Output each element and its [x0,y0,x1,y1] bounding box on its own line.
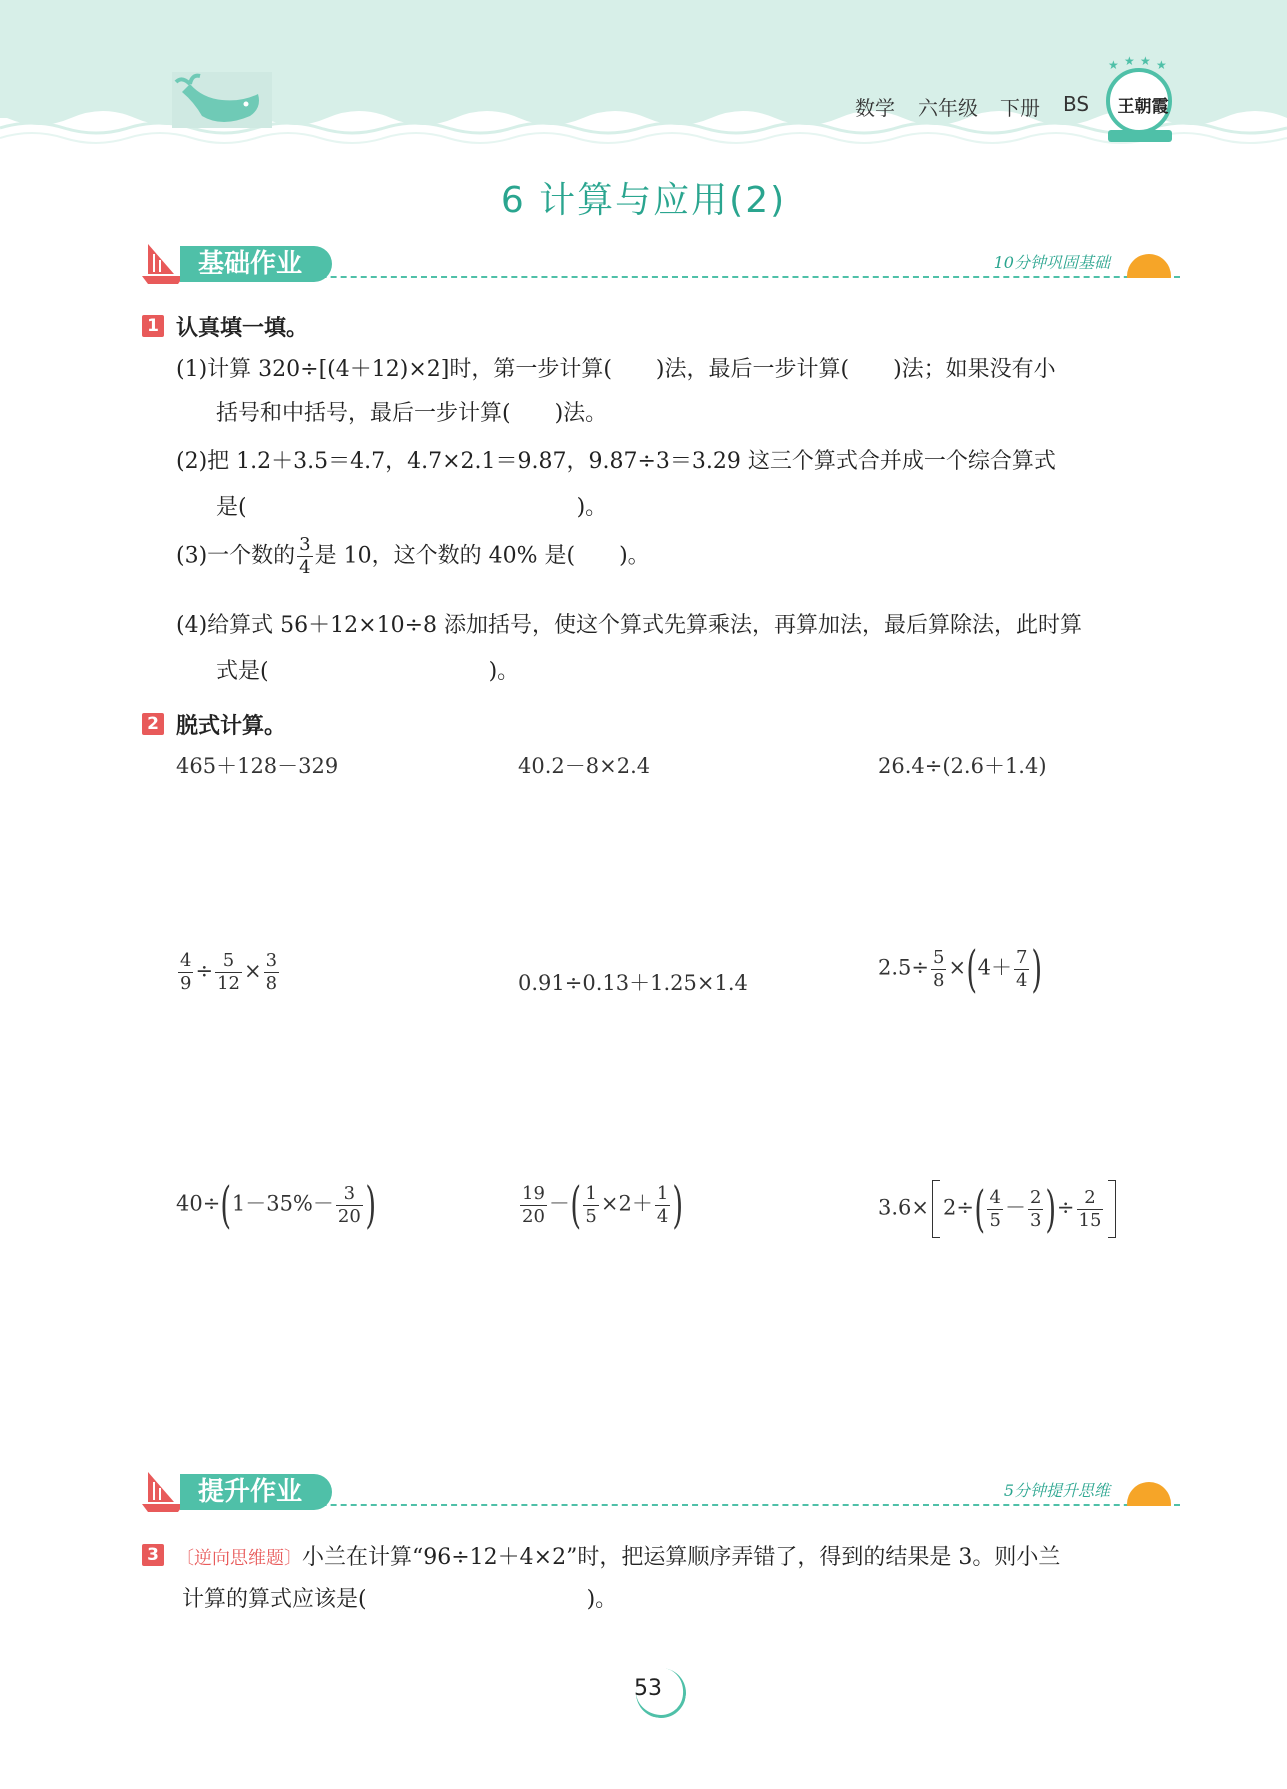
fraction [987,1187,1002,1232]
numerator: 1 [585,1182,597,1204]
numerator: 3 [265,950,278,971]
expression-text: ×2＋ [600,1191,653,1216]
q1-part4-line2: 式是( )。 [216,659,520,684]
expression-text: 40÷ [176,1191,221,1216]
expression-text: 1－35%－ [231,1191,334,1216]
section-banner-advanced [140,1468,1180,1518]
expression-5: 0.91÷0.13＋1.25×1.4 [518,971,748,995]
section-banner-basic [140,240,1180,290]
denominator: 5 [585,1205,597,1227]
page-title: 6 计算与应用(2) [500,180,787,221]
fraction [178,950,193,995]
numerator: 2 [1029,1186,1042,1208]
star-icon: ★ [1156,58,1167,72]
volume-label: 下册 [1000,96,1040,120]
sun-icon [1124,250,1174,278]
whale-icon [172,72,272,128]
numerator: 7 [1015,946,1028,968]
expression-text: 3.6× [878,1195,929,1220]
denominator: 4 [299,557,311,578]
fraction [583,1183,598,1228]
denominator: 20 [337,1205,361,1227]
fraction [336,1183,363,1228]
fraction [520,1183,547,1228]
star-icon: ★ [1140,54,1151,68]
numerator: 4 [989,1186,1001,1208]
expression-7 [176,1176,376,1234]
expression-2: 40.2－8×2.4 [518,754,651,778]
expression-6 [878,940,1043,998]
fraction [931,947,946,992]
star-icon: ★ [1108,58,1119,72]
denominator: 9 [180,973,192,994]
fraction [1014,947,1029,992]
expression-9 [878,1180,1119,1238]
denominator: 5 [989,1209,1001,1231]
fraction [215,950,242,995]
q1-part1-line1: (1)计算 320÷[(4＋12)×2]时，第一步计算( )法，最后一步计算( )法；如果没有小 [176,357,1056,382]
sun-icon [1124,1478,1174,1506]
section-label: 提升作业 [180,1474,332,1510]
question-number: 1 [142,315,164,337]
q1-part2-line2: 是( )。 [216,495,608,520]
section-divider [180,1504,1180,1506]
paren-close: ) [672,1176,684,1234]
operator: ÷ [195,959,214,983]
denominator: 15 [1078,1209,1102,1231]
logo-ribbon [1108,130,1172,142]
fraction [1028,1187,1043,1232]
q1-part4-line1: (4)给算式 56＋12×10÷8 添加括号，使这个算式先算乘法，再算加法，最后算除法，此时算 [176,613,1082,638]
expression-text: 2.5÷ [878,955,929,980]
denominator: 8 [265,973,278,994]
paren-open: ( [974,1180,986,1238]
numerator: 5 [933,946,945,968]
q1-part3-text-a: (3)一个数的 [176,543,296,569]
bracket-close [1108,1180,1116,1238]
brand-name: 王朝霞 [1117,97,1169,117]
section-sub-label: 5分钟提升思维 [1003,1481,1110,1500]
paren-close: ) [365,1176,376,1234]
operator: － [548,1191,570,1216]
fraction [655,1183,670,1228]
expression-3: 26.4÷(2.6＋1.4) [878,754,1047,778]
paren-open: ( [220,1176,232,1234]
expression-8 [518,1176,684,1234]
numerator: 2 [1077,1187,1104,1210]
operator: × [243,959,262,983]
expression-4 [176,950,281,995]
question-number: 2 [142,713,164,735]
bracket-open [932,1180,940,1238]
expression-1: 465＋128－329 [176,754,339,778]
q1-part1-line2: 括号和中括号，最后一步计算( )法。 [216,401,608,426]
section-divider [180,276,1180,278]
denominator: 8 [933,969,945,991]
brand-logo [1102,54,1178,146]
q1-part3 [176,534,650,579]
q3-text: 小兰在计算“96÷12＋4×2”时，把运算顺序弄错了，得到的结果是 3。则小兰 [302,1545,1061,1570]
fraction [297,534,312,579]
paren-close: ) [1031,940,1043,998]
q3-line1 [176,1540,1060,1571]
expression-text: 4＋ [977,955,1012,980]
denominator: 4 [1015,969,1028,991]
q3-line2: 计算的算式应该是( )。 [182,1587,618,1612]
denominator: 3 [1029,1209,1042,1231]
question-tag: 〔逆向思维题〕 [176,1548,302,1569]
paren-close: ) [1045,1180,1057,1238]
fraction [1077,1187,1104,1232]
q1-part2-line1: (2)把 1.2＋3.5＝4.7，4.7×2.1＝9.87，9.87÷3＝3.29 这三个算式合并成一个综合算式 [176,449,1056,474]
expression-text: 2÷ [943,1195,974,1220]
operator: × [948,955,967,980]
operator: ÷ [1056,1195,1075,1220]
page-header [0,0,1287,160]
question-heading: 认真填一填。 [176,316,309,341]
edition-label: BS [1063,92,1090,116]
denominator: 20 [522,1205,545,1227]
numerator: 3 [336,1183,363,1206]
numerator: 1 [656,1182,669,1204]
denominator: 4 [656,1205,669,1227]
subject-label: 数学 [855,96,895,120]
paren-open: ( [966,940,978,998]
fraction [264,950,279,995]
section-sub-label: 10分钟巩固基础 [993,253,1110,272]
numerator: 19 [522,1182,545,1204]
section-label: 基础作业 [180,246,332,282]
numerator: 5 [215,950,242,973]
page-number: 53 [634,1676,662,1701]
numerator: 4 [180,950,192,971]
paren-open: ( [570,1176,582,1234]
operator: － [1004,1195,1026,1220]
q1-part3-text-b: 是 10，这个数的 40% 是( )。 [314,543,650,569]
question-heading: 脱式计算。 [176,714,287,739]
denominator: 12 [217,973,240,994]
numerator: 3 [299,534,311,555]
star-icon: ★ [1124,54,1135,68]
question-number: 3 [142,1544,164,1566]
grade-label: 六年级 [918,96,978,120]
